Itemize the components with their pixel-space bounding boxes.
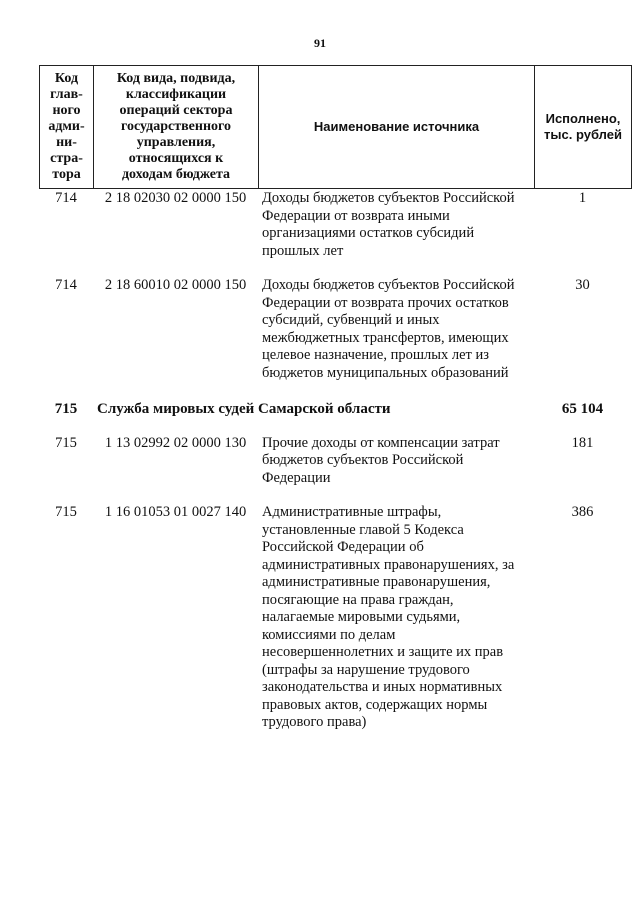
source-name-cell: Прочие доходы от компенсации затрат бюджетов субъектов Российской Федерации bbox=[262, 434, 500, 486]
table-row bbox=[39, 504, 631, 732]
source-name-cell: Административные штрафы, установленные главой 5 Кодекса Российской Федерации об административных правонарушениях, за административные правонарушения, посягающие на права граждан, налагаемые мировыми судьями, комиссиями по делам несовершеннолетних и защите их прав (штрафы за нарушение трудового законодательства и иных нормативных правовых актов, содержащих нормы трудового права) bbox=[262, 504, 515, 730]
source-name-cell: Доходы бюджетов субъектов Российской Федерации от возврата иными организациями остатков субсидий прошлых лет bbox=[262, 190, 515, 259]
admin-code-cell: 715 bbox=[55, 504, 77, 520]
income-code-cell: 1 13 02992 02 0000 130 bbox=[104, 434, 247, 451]
section-title: Служба мировых судей Самарской области bbox=[97, 401, 391, 417]
income-code-cell: 2 18 60010 02 0000 150 bbox=[104, 277, 247, 293]
amount-cell: 181 bbox=[571, 434, 594, 451]
admin-code-cell: 715 bbox=[55, 434, 77, 451]
page-number: 91 bbox=[314, 36, 326, 50]
table-header bbox=[39, 65, 632, 189]
source-name-cell: Доходы бюджетов субъектов Российской Федерации от возврата прочих остатков субсидий, субвенций и иных межбюджетных трансфертов, имеющих целевое назначение, прошлых лет из бюджетов муниципальных образований bbox=[262, 277, 515, 381]
admin-code-cell: 714 bbox=[55, 277, 77, 293]
admin-code-cell: 714 bbox=[55, 190, 77, 206]
header-income-code: Код вида, подвида, классификации операций сектора государственного управления, относящихся к доходам бюджета bbox=[94, 66, 259, 189]
amount-cell: 1 bbox=[578, 190, 587, 206]
income-code-cell: 2 18 02030 02 0000 150 bbox=[104, 190, 247, 206]
admin-code-cell: 715 bbox=[54, 401, 78, 417]
section-row bbox=[39, 401, 631, 419]
header-amount: Исполнено, тыс. рублей bbox=[535, 66, 632, 189]
income-code-cell: 1 16 01053 01 0027 140 bbox=[104, 504, 247, 520]
header-admin-code: Код глав- ного адми- ни- стра- тора bbox=[40, 66, 94, 189]
amount-cell: 386 bbox=[571, 504, 594, 520]
table-row bbox=[39, 435, 631, 488]
amount-cell: 30 bbox=[575, 277, 590, 293]
table-row bbox=[39, 190, 631, 260]
header-source-name: Наименование источника bbox=[259, 66, 535, 189]
table-body bbox=[39, 190, 631, 732]
table-row bbox=[39, 277, 631, 382]
amount-cell: 65 104 bbox=[561, 401, 604, 417]
